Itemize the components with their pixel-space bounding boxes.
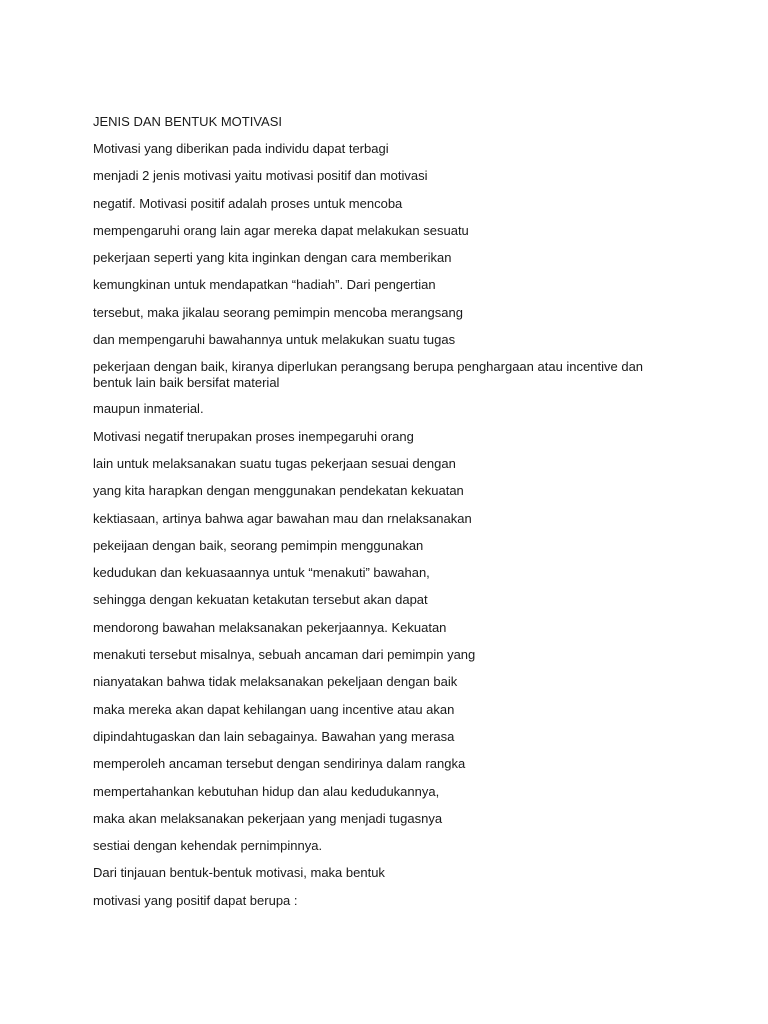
document-heading: JENIS DAN BENTUK MOTIVASI bbox=[93, 114, 283, 129]
text-line: maka akan melaksanakan pekerjaan yang menjadi tugasnya bbox=[93, 810, 443, 826]
text-line: mendorong bawahan melaksanakan pekerjaannya. Kekuatan bbox=[93, 619, 447, 635]
text-line: nianyatakan bahwa tidak melaksanakan pekeljaan dengan baik bbox=[93, 674, 458, 690]
text-line: dipindahtugaskan dan lain sebagainya. Bawahan yang merasa bbox=[93, 728, 455, 744]
text-line: yang kita harapkan dengan menggunakan pendekatan kekuatan bbox=[93, 483, 464, 499]
text-line: memperoleh ancaman tersebut dengan sendirinya dalam rangka bbox=[93, 756, 466, 772]
text-line: menjadi 2 jenis motivasi yaitu motivasi positif dan motivasi bbox=[93, 168, 428, 184]
document-body bbox=[93, 114, 663, 920]
text-line: kedudukan dan kekuasaannya untuk “menakuti” bawahan, bbox=[93, 565, 430, 581]
text-line: motivasi yang positif dapat berupa : bbox=[93, 892, 298, 908]
text-line: lain untuk melaksanakan suatu tugas pekerjaan sesuai dengan bbox=[93, 455, 456, 471]
text-line: pekeijaan dengan baik, seorang pemimpin menggunakan bbox=[93, 537, 424, 553]
text-line: pekerjaan seperti yang kita inginkan dengan cara memberikan bbox=[93, 250, 452, 266]
text-line: Dari tinjauan bentuk-bentuk motivasi, maka bentuk bbox=[93, 865, 385, 881]
text-line-wrapped: pekerjaan dengan baik, kiranya diperlukan perangsang berupa penghargaan atau incentive dan bentuk lain baik bersifat material bbox=[93, 359, 644, 391]
text-line: mempengaruhi orang lain agar mereka dapat melakukan sesuatu bbox=[93, 222, 469, 238]
text-line: maka mereka akan dapat kehilangan uang incentive atau akan bbox=[93, 701, 455, 717]
text-line: sestiai dengan kehendak pernimpinnya. bbox=[93, 838, 323, 854]
text-line: dan mempengaruhi bawahannya untuk melakukan suatu tugas bbox=[93, 332, 456, 348]
text-line: menakuti tersebut misalnya, sebuah ancaman dari pemimpin yang bbox=[93, 647, 476, 663]
text-line: kektiasaan, artinya bahwa agar bawahan mau dan rnelaksanakan bbox=[93, 510, 472, 526]
text-line: kemungkinan untuk mendapatkan “hadiah”. Dari pengertian bbox=[93, 277, 436, 293]
text-line: tersebut, maka jikalau seorang pemimpin mencoba merangsang bbox=[93, 304, 463, 320]
text-line: maupun inmaterial. bbox=[93, 401, 204, 417]
text-line: mempertahankan kebutuhan hidup dan alau kedudukannya, bbox=[93, 783, 440, 799]
text-line: negatif. Motivasi positif adalah proses untuk mencoba bbox=[93, 195, 403, 211]
text-line: Motivasi yang diberikan pada individu dapat terbagi bbox=[93, 141, 389, 156]
text-line: sehingga dengan kekuatan ketakutan tersebut akan dapat bbox=[93, 592, 428, 608]
text-line: Motivasi negatif tnerupakan proses inempegaruhi orang bbox=[93, 428, 414, 444]
